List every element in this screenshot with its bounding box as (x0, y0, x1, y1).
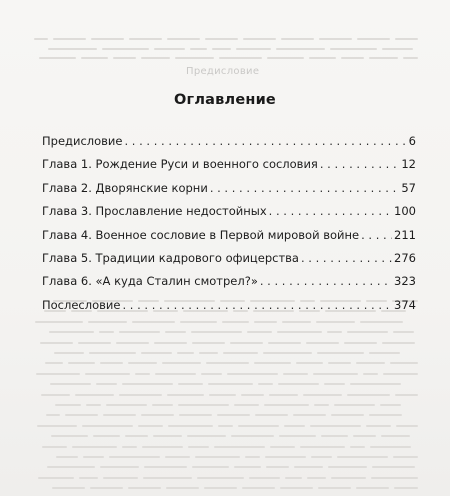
bleed-through-word (154, 48, 185, 50)
bleed-through-word (49, 331, 94, 333)
bleed-through-word (310, 425, 361, 427)
bleed-through-word (317, 352, 364, 354)
bleed-through-line (34, 435, 418, 436)
bleed-through-word (396, 425, 418, 427)
bleed-through-word (206, 362, 249, 364)
bleed-through-word (106, 404, 147, 406)
bleed-through-line (34, 38, 418, 39)
bleed-through-word (296, 362, 323, 364)
bleed-through-word (90, 487, 123, 489)
bleed-through-word (353, 435, 376, 437)
dot-leader (320, 153, 400, 176)
bleed-through-word (276, 48, 325, 50)
bleed-through-word (382, 48, 413, 50)
bleed-through-word (328, 466, 367, 468)
bleed-through-line (34, 331, 418, 332)
dot-leader (269, 200, 392, 223)
toc-entry-chapter-6[interactable] (42, 270, 416, 293)
bleed-through-word (175, 57, 214, 59)
bleed-through-word (293, 414, 326, 416)
bleed-through-word (122, 383, 173, 385)
bleed-through-line (34, 456, 418, 457)
bleed-through-word (314, 404, 329, 406)
bleed-through-word (249, 477, 280, 479)
bleed-through-word (241, 394, 264, 396)
bleed-through-word (218, 425, 233, 427)
bleed-through-word (187, 435, 226, 437)
bleed-through-word (116, 342, 149, 344)
bleed-through-word (138, 425, 163, 427)
bleed-through-word (247, 331, 272, 333)
toc-entry-page: 100 (394, 204, 416, 219)
toc-entry-title: Глава 2. Дворянские корни (42, 180, 208, 195)
bleed-through-word (54, 352, 84, 354)
bleed-through-word (316, 321, 355, 323)
bleed-through-word (324, 383, 345, 385)
bleed-through-word (306, 342, 339, 344)
bleed-through-word (281, 38, 314, 40)
toc-entry-title: Глава 6. «А куда Сталин смотрел?» (42, 274, 258, 289)
bleed-through-word (284, 425, 305, 427)
bleed-through-word (278, 383, 319, 385)
bleed-through-word (152, 404, 173, 406)
bleed-through-word (190, 48, 207, 50)
bleed-through-word (217, 414, 250, 416)
bleed-through-word (234, 466, 261, 468)
bleed-through-word (165, 331, 186, 333)
bleed-through-word (68, 362, 95, 364)
bleed-through-word (319, 38, 352, 40)
bleed-through-word (357, 38, 390, 40)
toc-entry-page: 12 (401, 157, 416, 172)
bleed-through-word (103, 414, 136, 416)
bleed-through-word (178, 383, 203, 385)
dot-leader (122, 294, 392, 317)
bleed-through-word (79, 477, 98, 479)
bleed-through-word (369, 414, 402, 416)
bleed-through-word (279, 435, 316, 437)
dot-leader (260, 270, 392, 293)
bleed-through-word (303, 394, 342, 396)
bleed-through-word (243, 38, 276, 40)
bleed-through-word (285, 477, 302, 479)
bleed-through-word (162, 362, 201, 364)
bleed-through-word (307, 477, 326, 479)
bleed-through-word (177, 352, 194, 354)
bleed-through-word (168, 425, 213, 427)
bleed-through-word (277, 331, 322, 333)
dot-leader (361, 224, 392, 247)
bleed-through-word (51, 435, 88, 437)
bleed-through-word (93, 435, 120, 437)
bleed-through-word (180, 321, 217, 323)
bleed-through-word (268, 342, 301, 344)
bleed-through-line (34, 362, 418, 363)
toc-entry-page: 211 (394, 227, 416, 242)
bleed-through-line (34, 477, 418, 478)
bleed-through-word (143, 477, 192, 479)
toc-entry-title: Послесловие (42, 297, 121, 312)
bleed-through-line (34, 321, 418, 322)
bleed-through-word (283, 373, 308, 375)
bleed-through-word (188, 446, 209, 448)
bleed-through-word (269, 394, 298, 396)
page-title: Оглавление (174, 92, 276, 108)
bleed-through-word (255, 414, 288, 416)
bleed-through-word (318, 487, 351, 489)
bleed-through-word (334, 404, 375, 406)
bleed-through-word (230, 342, 263, 344)
bleed-through-word (214, 446, 265, 448)
bleed-through-word (356, 362, 385, 364)
bleed-through-word (128, 362, 157, 364)
bleed-through-line (34, 352, 418, 353)
bleed-through-word (209, 394, 236, 396)
bleed-through-word (89, 352, 136, 354)
toc-entry-preface[interactable] (42, 130, 416, 153)
bleed-through-word (41, 394, 70, 396)
bleed-through-word (142, 446, 183, 448)
bleed-through-word (270, 446, 295, 448)
bleed-through-word (267, 57, 304, 59)
dot-leader (301, 247, 392, 270)
bleed-through-word (45, 362, 63, 364)
bleed-through-word (125, 435, 148, 437)
bleed-through-word (330, 48, 377, 50)
bleed-through-word (109, 456, 160, 458)
bleed-through-word (254, 362, 291, 364)
bleed-through-word (167, 394, 204, 396)
bleed-through-word (254, 321, 277, 323)
bleed-through-word (178, 404, 229, 406)
bleed-through-word (403, 57, 418, 59)
bleed-through-word (227, 373, 278, 375)
bleed-through-word (195, 456, 240, 458)
toc-entry-chapter-4[interactable] (42, 224, 416, 247)
toc-entry-title: Глава 5. Традиции кадрового офицерства (42, 250, 299, 265)
bleed-through-word (82, 425, 133, 427)
bleed-through-line (34, 425, 418, 426)
bleed-through-word (86, 404, 101, 406)
bleed-through-word (265, 456, 306, 458)
bleed-through-word (141, 352, 172, 354)
bleed-through-line (34, 414, 418, 415)
bleed-through-word (38, 477, 74, 479)
bleed-through-word (39, 57, 76, 59)
bleed-through-word (85, 373, 130, 375)
bleed-through-word (380, 404, 401, 406)
bleed-through-word (313, 373, 358, 375)
bleed-through-word (263, 352, 312, 354)
bleed-through-word (205, 38, 238, 40)
bleed-through-word (37, 425, 77, 427)
bleed-through-word (219, 57, 262, 59)
bleed-through-word (197, 477, 244, 479)
bleed-through-word (300, 446, 345, 448)
bleed-through-word (99, 331, 114, 333)
bleed-through-word (395, 38, 418, 40)
bleed-through-word (52, 487, 85, 489)
bleed-through-word (372, 466, 415, 468)
toc-entry-chapter-3[interactable] (42, 200, 416, 223)
bleed-through-word (36, 373, 80, 375)
bleed-through-line (34, 383, 418, 384)
bleed-through-word (166, 487, 199, 489)
bleed-through-word (331, 477, 366, 479)
bleed-through-word (350, 446, 365, 448)
bleed-through-word (53, 38, 86, 40)
bleed-through-word (382, 342, 415, 344)
bleed-through-word (393, 456, 418, 458)
bleed-through-word (154, 342, 187, 344)
bleed-through-word (155, 373, 196, 375)
bleed-through-word (42, 446, 67, 448)
bleed-through-word (370, 446, 411, 448)
bleed-through-line (34, 446, 418, 447)
toc-entry-page: 374 (394, 297, 416, 312)
bleed-through-word (35, 321, 83, 323)
bleed-through-word (34, 38, 48, 40)
bleed-through-word (165, 456, 190, 458)
bleed-through-word (141, 414, 174, 416)
bleed-through-word (356, 487, 389, 489)
bleed-through-line (34, 404, 418, 405)
bleed-through-word (344, 342, 377, 344)
toc-entry-page: 57 (401, 180, 416, 195)
dot-leader (124, 130, 406, 153)
bleed-through-word (264, 404, 309, 406)
running-head: Предисловие (186, 66, 260, 77)
bleed-through-word (321, 435, 348, 437)
bleed-through-word (100, 362, 123, 364)
bleed-through-word (282, 321, 311, 323)
bleed-through-word (103, 477, 138, 479)
bleed-through-word (199, 352, 218, 354)
bleed-through-word (192, 466, 229, 468)
bleed-through-word (191, 331, 242, 333)
bleed-through-word (234, 404, 259, 406)
toc-entry-afterword[interactable] (42, 294, 416, 317)
bleed-through-word (231, 435, 274, 437)
bleed-through-word (192, 342, 225, 344)
bleed-through-word (65, 414, 98, 416)
bleed-through-word (75, 394, 114, 396)
bleed-through-word (72, 446, 117, 448)
bleed-through-line (34, 373, 418, 374)
bleed-through-word (88, 321, 127, 323)
bleed-through-word (47, 466, 95, 468)
bleed-through-word (102, 48, 149, 50)
bleed-through-word (91, 38, 124, 40)
bleed-through-word (245, 456, 260, 458)
bleed-through-word (81, 57, 108, 59)
bleed-through-line (34, 342, 418, 343)
bleed-through-word (201, 373, 222, 375)
bleed-through-word (208, 383, 253, 385)
bleed-through-word (311, 456, 332, 458)
bleed-through-line (34, 466, 418, 467)
bleed-through-word (141, 57, 170, 59)
bleed-through-line (34, 487, 418, 488)
bleed-through-word (144, 466, 187, 468)
bleed-through-word (294, 466, 323, 468)
bleed-through-word (350, 383, 401, 385)
bleed-through-word (242, 487, 275, 489)
bleed-through-word (236, 48, 271, 50)
bleed-through-word (212, 48, 231, 50)
bleed-through-word (132, 321, 175, 323)
bleed-through-word (394, 487, 418, 489)
bleed-through-word (222, 321, 249, 323)
bleed-through-word (258, 383, 273, 385)
bleed-through-word (129, 38, 162, 40)
toc-entry-chapter-5[interactable] (42, 247, 416, 270)
bleed-through-word (48, 48, 97, 50)
bleed-through-word (266, 466, 289, 468)
bleed-through-word (360, 321, 403, 323)
toc-entry-page: 276 (394, 250, 416, 265)
bleed-through-word (383, 373, 418, 375)
bleed-through-word (55, 404, 81, 406)
bleed-through-word (341, 57, 364, 59)
bleed-through-line (34, 57, 418, 58)
bleed-through-word (337, 456, 388, 458)
bleed-through-word (167, 38, 200, 40)
bleed-through-word (50, 383, 91, 385)
bleed-through-word (40, 342, 73, 344)
toc-entry-title: Глава 4. Военное сословие в Первой мировой войне (42, 227, 360, 242)
bleed-through-word (135, 373, 150, 375)
bleed-through-word (371, 477, 418, 479)
toc-entry-title: Предисловие (42, 134, 123, 148)
bleed-through-word (363, 373, 378, 375)
bleed-through-word (369, 57, 398, 59)
bleed-through-word (381, 435, 410, 437)
bleed-through-word (78, 342, 111, 344)
bleed-through-word (153, 435, 182, 437)
bleed-through-word (327, 331, 342, 333)
bleed-through-word (119, 331, 160, 333)
bleed-through-word (96, 383, 117, 385)
bleed-through-word (309, 57, 336, 59)
bleed-through-word (56, 456, 78, 458)
bleed-through-word (223, 352, 258, 354)
bleed-through-word (366, 425, 391, 427)
bleed-through-word (393, 331, 414, 333)
toc-entry-page: 6 (408, 134, 416, 148)
bleed-through-word (347, 331, 388, 333)
toc-entry-title: Глава 1. Рождение Руси и военного сословия (42, 157, 318, 172)
toc-entry-chapter-2[interactable] (42, 177, 416, 200)
bleed-through-word (238, 425, 279, 427)
bleed-through-word (395, 394, 418, 396)
toc-entry-chapter-1[interactable] (42, 153, 416, 176)
table-of-contents (42, 130, 416, 317)
bleed-through-word (390, 362, 418, 364)
bleed-through-line (34, 394, 418, 395)
bleed-through-word (83, 456, 104, 458)
bleed-through-word (280, 487, 313, 489)
bleed-through-word (179, 414, 212, 416)
bleed-through-word (331, 414, 364, 416)
toc-entry-page: 323 (394, 274, 416, 289)
bleed-through-word (122, 446, 137, 448)
bleed-through-word (46, 414, 60, 416)
bleed-through-word (128, 487, 161, 489)
bleed-through-word (113, 57, 136, 59)
bleed-through-word (369, 352, 400, 354)
bleed-through-word (100, 466, 139, 468)
bleed-through-word (328, 362, 351, 364)
bleed-through-word (119, 394, 162, 396)
dot-leader (210, 177, 400, 200)
bleed-through-word (204, 487, 237, 489)
bleed-through-word (347, 394, 390, 396)
bleed-through-line (34, 48, 418, 49)
toc-entry-title: Глава 3. Прославление недостойных (42, 204, 267, 219)
